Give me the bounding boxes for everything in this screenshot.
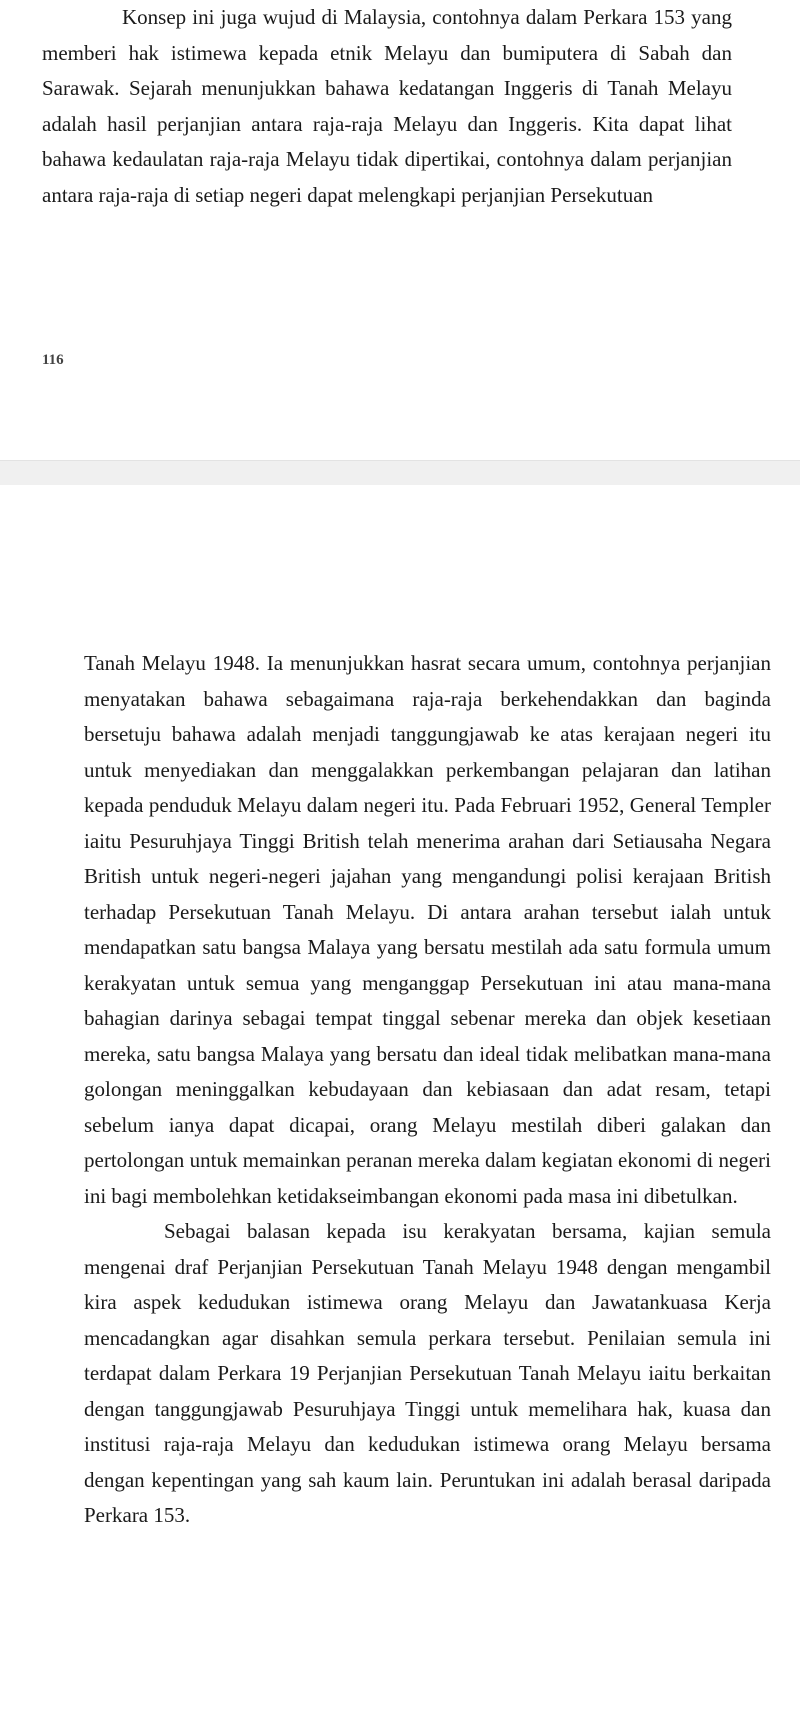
page-separator [0,460,800,486]
page-top-body [42,0,732,213]
paragraph: Tanah Melayu 1948. Ia menunjukkan hasrat secara umum, contohnya perjanjian menyatakan bahawa sebagaimana raja-raja berkehendakkan dan baginda bersetuju bahawa adalah menjadi tanggungjawab ke atas kerajaan negeri itu untuk menyediakan dan menggalakkan perkembangan pelajaran dan latihan kepada penduduk Melayu dalam negeri itu. Pada Februari 1952, General Templer iaitu Pesuruhjaya Tinggi British telah menerima arahan dari Setiausaha Negara British untuk negeri-negeri jajahan yang mengandungi polisi kerajaan British terhadap Persekutuan Tanah Melayu. Di antara arahan tersebut ialah untuk mendapatkan satu bangsa Malaya yang bersatu mestilah ada satu formula umum kerakyatan untuk semua yang menganggap Persekutuan ini atau mana-mana bahagian darinya sebagai tempat tinggal sebenar mereka dan objek kesetiaan mereka, satu bangsa Malaya yang bersatu dan ideal tidak melibatkan mana-mana golongan meninggalkan kebudayaan dan kebiasaan dan adat resam, tetapi sebelum ianya dapat dicapai, orang Melayu mestilah diberi galakan dan pertolongan untuk memainkan peranan mereka dalam kegiatan ekonomi di negeri ini bagi membolehkan ketidakseimbangan ekonomi pada masa ini dibetulkan. [84,651,771,1208]
paragraph: Konsep ini juga wujud di Malaysia, contohnya dalam Perkara 153 yang memberi hak istimewa kepada etnik Melayu dan bumiputera di Sabah dan Sarawak. Sejarah menunjukkan bahawa kedatangan Inggeris di Tanah Melayu adalah hasil perjanjian antara raja-raja Melayu dan Inggeris. Kita dapat lihat bahawa kedaulatan raja-raja Melayu tidak dipertikai, contohnya dalam perjanjian antara raja-raja di setiap negeri dapat melengkapi perjanjian Persekutuan [42,5,732,207]
page-number: 116 [42,352,64,368]
page-bottom [0,485,800,1717]
paragraph: Sebagai balasan kepada isu kerakyatan bersama, kajian semula mengenai draf Perjanjian Persekutuan Tanah Melayu 1948 dengan mengambil kira aspek kedudukan istimewa orang Melayu dan Jawatankuasa Kerja mencadangkan agar disahkan semula perkara tersebut. Penilaian semula ini terdapat dalam Perkara 19 Perjanjian Persekutuan Tanah Melayu iaitu berkaitan dengan tanggungjawab Pesuruhjaya Tinggi untuk memelihara hak, kuasa dan institusi raja-raja Melayu dan kedudukan istimewa orang Melayu bersama dengan kepentingan yang sah kaum lain. Peruntukan ini adalah berasal daripada Perkara 153. [84,1219,771,1527]
page-top [0,0,800,460]
page-bottom-body [84,646,771,1534]
